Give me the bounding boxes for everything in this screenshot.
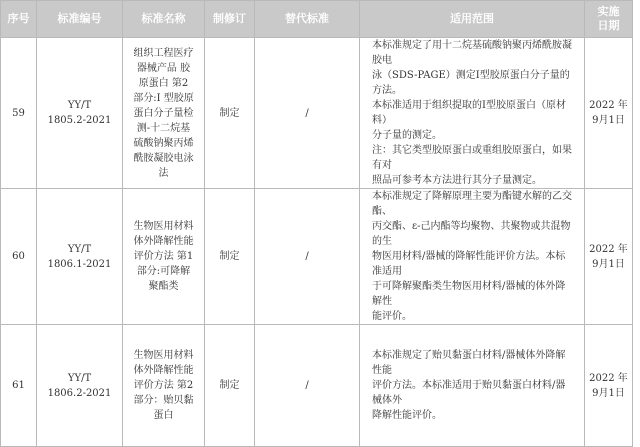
header-name: 标准名称: [123, 1, 205, 38]
date-line: 2022 年: [589, 100, 628, 111]
cell-scope: [360, 38, 585, 189]
date-line: 2022 年: [589, 372, 628, 384]
cell-name: [123, 189, 205, 325]
date-line: 9月1日: [592, 258, 625, 270]
cell-code: [37, 325, 123, 447]
name-line: 部分：贻贝黏: [133, 395, 194, 406]
scope-line: 本标准规定了降解原理主要为酯键水解的乙交酯、: [372, 191, 572, 217]
name-line: 测-十二烷基: [136, 122, 191, 134]
scope-line: 照品可参考本方法进行其分子量测定。: [372, 175, 542, 186]
name-line: 生物医用材料: [133, 221, 194, 232]
header-date-line2: 日期: [597, 19, 620, 32]
cell-replace: /: [255, 38, 360, 189]
name-line: 评价方法 第2: [133, 380, 194, 391]
name-line: 硫酸钠聚丙烯: [133, 137, 194, 149]
cell-name: [123, 38, 205, 189]
table-row: [1, 38, 633, 189]
cell-scope: [360, 325, 585, 447]
scope-line: 本标准规定了贻贝黏蛋白材料/器械体外降解性能: [372, 350, 566, 376]
cell-seq: 61: [1, 325, 37, 447]
scope-line: 注：其它类型胶原蛋白或重组胶原蛋白，如果有对: [372, 145, 572, 171]
name-line: 体外降解性能: [133, 236, 194, 247]
scope-line: 丙交酯、ε-己内酯等均聚物、共聚物或共混物的生: [372, 221, 571, 247]
table-row: [1, 325, 633, 447]
cell-replace: /: [255, 325, 360, 447]
header-revise: 制修订: [205, 1, 255, 38]
table-row: [1, 189, 633, 325]
cell-date: [585, 325, 633, 447]
cell-date: [585, 38, 633, 189]
name-line: 原蛋白 第2: [138, 77, 189, 89]
cell-seq: 59: [1, 38, 37, 189]
name-line: 体外降解性能: [133, 365, 194, 376]
cell-replace: /: [255, 189, 360, 325]
cell-revise: 制定: [205, 189, 255, 325]
scope-line: 泳（SDS-PAGE）测定Ⅰ型胶原蛋白分子量的方法。: [372, 70, 570, 96]
cell-code: [37, 189, 123, 325]
name-line: 酰胺凝胶电泳: [133, 152, 194, 164]
name-line: 部分:I 型胶原: [133, 92, 194, 104]
header-code: 标准编号: [37, 1, 123, 38]
code-line: 1805.2-2021: [47, 115, 112, 126]
scope-line: 降解性能评价。: [372, 410, 442, 421]
scope-line: 本标准规定了用十二烷基硫酸钠聚丙烯酰胺凝胶电: [372, 40, 572, 66]
date-line: 9月1日: [592, 115, 625, 126]
table-header-row: [1, 1, 633, 38]
name-line: 生物医用材料: [133, 350, 194, 361]
scope-line: 分子量的测定。: [372, 130, 442, 141]
scope-line: 于可降解聚酯类生物医用材料/器械的体外降解性: [372, 281, 566, 307]
name-line: 评价方法 第1: [133, 251, 194, 262]
code-line: 1806.2-2021: [47, 387, 112, 399]
header-seq: 序号: [1, 1, 37, 38]
date-line: 9月1日: [592, 387, 625, 399]
header-date-line1: 实施: [597, 5, 620, 18]
cell-name: [123, 325, 205, 447]
cell-scope: [360, 189, 585, 325]
scope-line: 本标准适用于组织提取的Ⅰ型胶原蛋白（原材料）: [372, 100, 566, 126]
code-line: YY/T: [67, 100, 92, 111]
header-replace: 替代标准: [255, 1, 360, 38]
name-line: 部分:可降解: [136, 266, 191, 277]
date-line: 2022 年: [589, 243, 628, 255]
header-date: [585, 1, 633, 38]
header-scope: 适用范围: [360, 1, 585, 38]
name-line: 器械产品 胶: [136, 62, 191, 74]
code-line: 1806.1-2021: [47, 258, 112, 270]
name-line: 蛋白分子量检: [133, 107, 194, 119]
cell-code: [37, 38, 123, 189]
name-line: 组织工程医疗: [133, 47, 194, 59]
code-line: YY/T: [67, 243, 92, 255]
cell-revise: 制定: [205, 38, 255, 189]
scope-line: 评价方法。本标准适用于贻贝黏蛋白材料/器械体外: [372, 380, 566, 406]
scope-line: 物医用材料/器械的降解性能评价方法。本标准适用: [372, 251, 566, 277]
cell-seq: 60: [1, 189, 37, 325]
cell-revise: 制定: [205, 325, 255, 447]
name-line: 蛋白: [153, 410, 174, 421]
name-line: 聚酯类: [148, 281, 179, 292]
code-line: YY/T: [67, 372, 92, 384]
name-line: 法: [158, 167, 169, 179]
scope-line: 能评价。: [372, 311, 412, 322]
cell-date: [585, 189, 633, 325]
